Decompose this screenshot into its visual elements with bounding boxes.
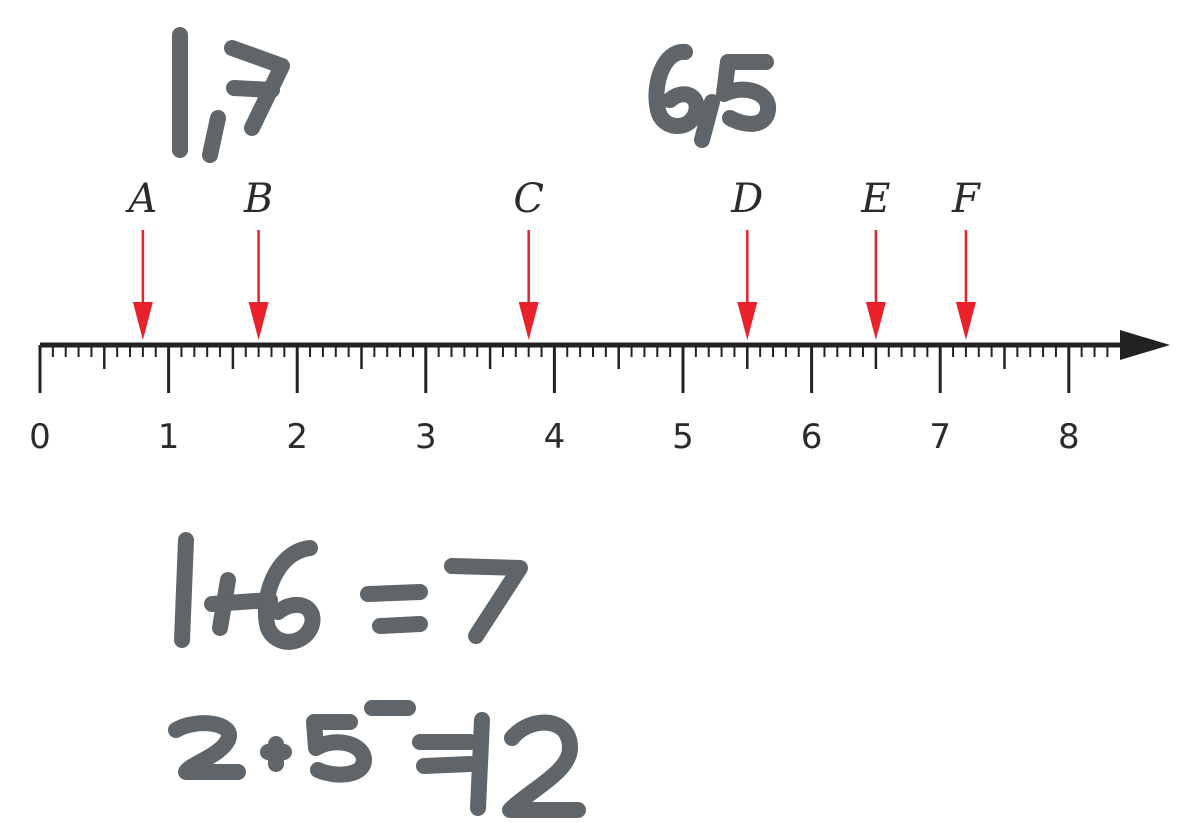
- point-b: [243, 176, 273, 340]
- tick-label-1: 1: [157, 417, 180, 457]
- axis-arrowhead: [1120, 330, 1170, 360]
- point-label-e: E: [861, 176, 891, 222]
- tick-label-2: 2: [286, 417, 309, 457]
- arrow-head-c: [519, 302, 539, 340]
- tick-label-7: 7: [929, 417, 952, 457]
- axis-ticks: [40, 345, 1107, 393]
- handwritten-1-plus-6-equals-7: [182, 540, 520, 642]
- arrow-head-d: [737, 302, 757, 340]
- number-line: [29, 330, 1170, 457]
- tick-label-6: 6: [800, 417, 823, 457]
- arrow-head-e: [866, 302, 886, 340]
- point-f: [951, 176, 981, 340]
- tick-label-5: 5: [672, 417, 694, 457]
- point-label-c: C: [513, 176, 544, 222]
- handwritten-2-plus-5-equals-12: [176, 708, 578, 810]
- point-d: [730, 176, 763, 340]
- tick-label-3: 3: [414, 417, 437, 457]
- point-markers: [124, 176, 981, 340]
- tick-label-8: 8: [1057, 417, 1080, 457]
- tick-label-4: 4: [543, 417, 566, 457]
- axis-tick-labels: [29, 417, 1079, 457]
- point-a: [124, 176, 157, 340]
- arrow-head-b: [249, 302, 269, 340]
- point-label-f: F: [952, 176, 980, 222]
- handwritten-6-5: [656, 52, 768, 140]
- point-label-a: A: [128, 176, 158, 222]
- handwritten-1-7: [180, 35, 282, 155]
- point-label-d: D: [731, 176, 764, 222]
- arrow-head-f: [956, 302, 976, 340]
- tick-label-0: 0: [29, 417, 51, 457]
- arrow-head-a: [133, 302, 153, 340]
- point-e: [860, 176, 890, 340]
- point-label-b: B: [243, 176, 274, 222]
- point-c: [513, 176, 544, 340]
